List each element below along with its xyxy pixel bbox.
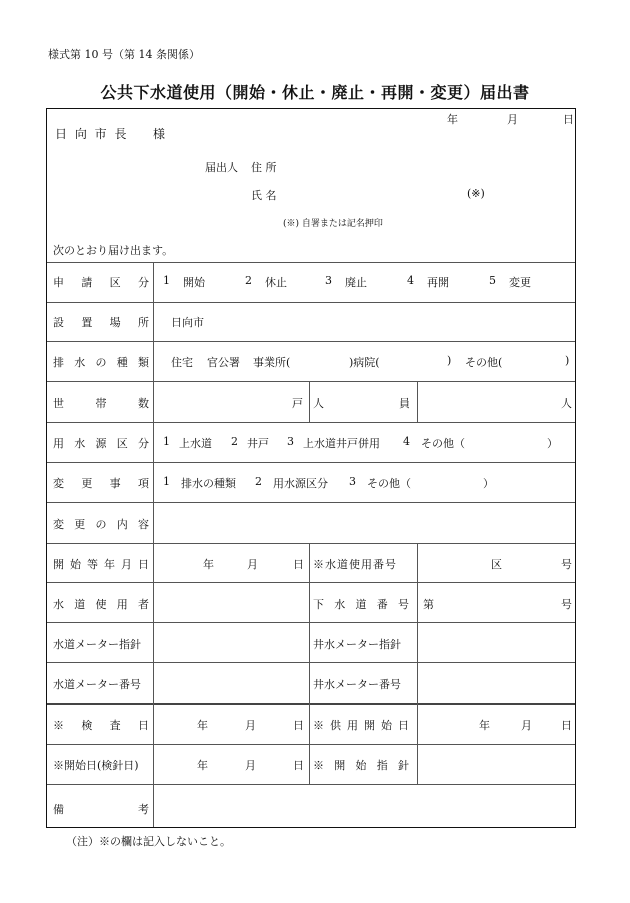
right-divider-setai [417,381,418,422]
jinin-label: 員 [399,397,410,410]
haisui-label: 排水の種類 [53,356,149,369]
rule-9 [47,582,575,583]
yosui-opt-4: その他（ [421,437,465,450]
gesuido-bango-dai: 第 [423,598,434,611]
suido-bango-ku: 区 [491,558,502,571]
addressee-sama: 様 [153,127,166,141]
shinsei-label: 申請区分 [53,276,149,289]
yosui-opt-2-num: 2 [231,435,238,448]
kyoyo-kaishi-label: ※供用開始日 [313,719,409,732]
address-label: 住 所 [251,161,277,174]
rule-3 [47,341,575,342]
shinsei-opt-3: 廃止 [345,276,367,289]
kaishi-day: 日 [293,558,304,571]
gesuido-bango-label: 下水道番号 [313,598,409,611]
haisui-item-close: ) [447,354,452,367]
label-divider [153,262,154,827]
suido-bango-go: 号 [561,558,572,571]
yosui-opt-4-num: 4 [403,435,410,448]
applicant-label: 届出人 [205,161,238,174]
right-divider-lower [417,543,418,784]
jinin-label-left: 人 [313,397,324,410]
yosui-opt-3: 上水道井戸併用 [303,437,380,450]
suido-shiyosha-label: 水道使用者 [53,598,149,611]
shinsei-opt-3-num: 3 [325,274,332,287]
mid-divider-lower [309,543,310,784]
rule-6 [47,462,575,463]
kyoyo-month: 月 [521,719,532,732]
seal-mark: (※) [467,187,485,200]
kaishi-kenshin-label: ※開始日(検針日) [53,759,139,772]
yosui-opt-2: 井戸 [247,437,269,450]
henko-opt-3-num: 3 [349,475,356,488]
kensa-day: 日 [293,719,304,732]
henko-opt-2-num: 2 [255,475,262,488]
shinsei-opt-4-num: 4 [407,274,414,287]
form-number: 様式第 10 号（第 14 条関係） [48,48,200,61]
footer-note: （注）※の欄は記入しないこと。 [66,835,231,848]
shinsei-opt-5: 変更 [509,276,531,289]
rule-11 [47,662,575,663]
gesuido-bango-go: 号 [561,598,572,611]
rule-10 [47,622,575,623]
yosui-label: 用水源区分 [53,437,149,450]
intro-text: 次のとおり届け出ます。 [53,244,174,257]
biko-label: 備考 [53,803,149,816]
name-label: 氏 名 [251,189,277,202]
setai-unit-nin: 人 [561,397,572,410]
haisui-item-jigyosho: 事業所( [253,356,291,369]
haisui-item-byoin: )病院( [349,356,380,369]
rule-2 [47,302,575,303]
henko-opt-1-num: 1 [163,475,170,488]
henko-jiko-label: 変更事項 [53,477,149,490]
meter-shishin-label: 水道メーター指針 [53,638,141,651]
yosui-opt-1-num: 1 [163,435,170,448]
shinsei-opt-2-num: 2 [245,274,252,287]
seal-note: (※) 自署または記名押印 [283,219,383,229]
shinsei-opt-5-num: 5 [489,274,496,287]
addressee: 日 向 市 長 [55,127,129,141]
mid-divider-setai [309,381,310,422]
setai-label: 世帯数 [53,397,149,410]
rule-7 [47,502,575,503]
kaishi-shishin-label: ※開始指針 [313,759,409,772]
rule-8 [47,543,575,544]
isui-bango-label: 井水メーター番号 [313,678,401,691]
haisui-item-close2: ) [565,354,570,367]
yosui-opt-1: 上水道 [179,437,212,450]
haisui-item-jutaku: 住宅 [171,356,193,369]
setai-unit-ko: 戸 [292,397,303,410]
kaishi-kenshin-day: 日 [293,759,304,772]
date-day: 日 [563,113,574,126]
page-title: 公共下水道使用（開始・休止・廃止・再開・変更）届出書 [100,83,530,102]
kaishi-year: 年 [203,558,214,571]
form-frame [46,108,576,828]
rule-4 [47,381,575,382]
haisui-item-sonota: その他( [465,356,503,369]
shinsei-opt-1-num: 1 [163,274,170,287]
henko-naiyo-label: 変更の内容 [53,518,149,531]
kensa-year: 年 [197,719,208,732]
shinsei-opt-4: 再開 [427,276,449,289]
kyoyo-year: 年 [479,719,490,732]
henko-opt-1: 排水の種類 [181,477,236,490]
kaishi-kenshin-year: 年 [197,759,208,772]
rule-14 [47,784,575,785]
date-year: 年 [447,113,458,126]
setchi-label: 設置場所 [53,316,149,329]
yosui-opt-close: ） [547,437,558,450]
henko-opt-close: ） [483,477,494,490]
kensa-label: ※検査日 [53,719,149,732]
rule-12 [47,703,575,705]
yosui-opt-3-num: 3 [287,435,294,448]
setchi-value: 日向市 [171,316,204,329]
shinsei-opt-2: 休止 [265,276,287,289]
henko-opt-3: その他（ [367,477,411,490]
date-month: 月 [507,113,518,126]
haisui-item-kankosho: 官公署 [207,356,240,369]
kaishi-month: 月 [247,558,258,571]
rule-5 [47,422,575,423]
suido-bango-label: ※水道使用番号 [313,558,397,571]
kensa-month: 月 [245,719,256,732]
rule-13 [47,744,575,745]
meter-bango-label: 水道メーター番号 [53,678,141,691]
kaishi-kenshin-month: 月 [245,759,256,772]
kyoyo-day: 日 [561,719,572,732]
rule-1 [47,262,575,263]
henko-opt-2: 用水源区分 [273,477,328,490]
kaishi-label: 開始等年月日 [53,558,149,571]
isui-shishin-label: 井水メーター指針 [313,638,401,651]
shinsei-opt-1: 開始 [183,276,205,289]
